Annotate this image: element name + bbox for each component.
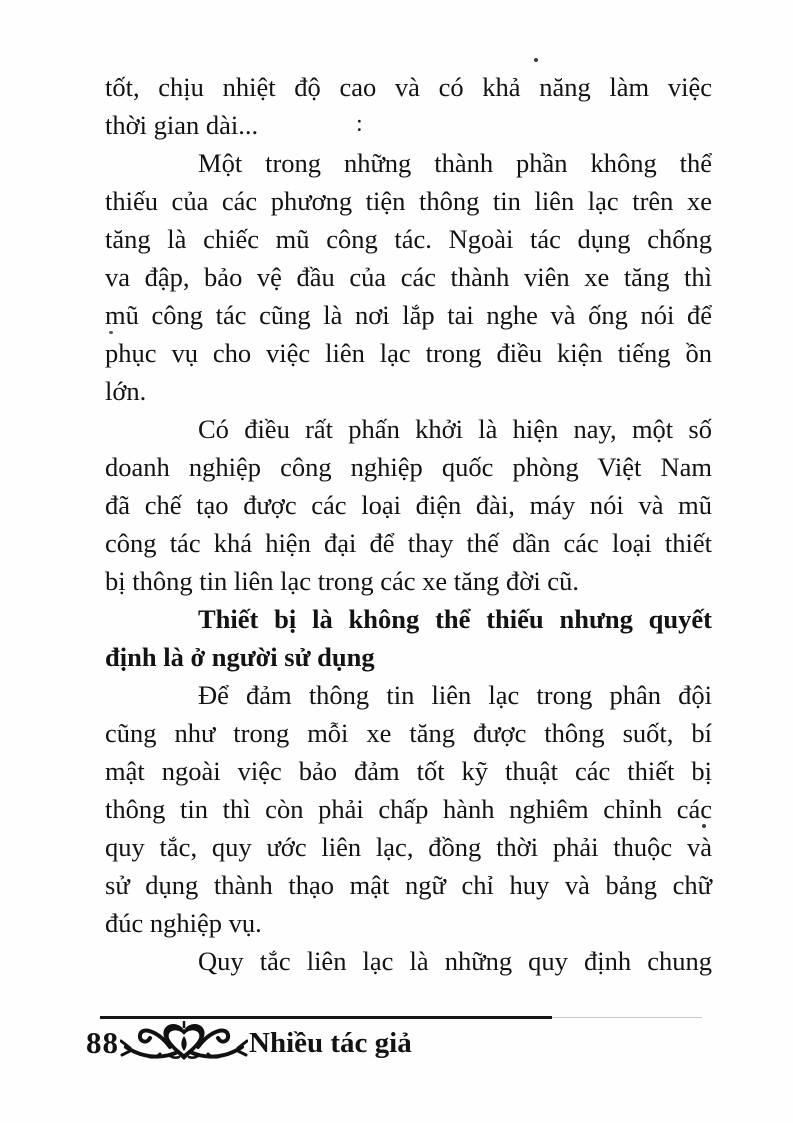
text-block bbox=[105, 68, 712, 980]
text-line: Để đảm thông tin liên lạc trong phân đội bbox=[198, 680, 712, 710]
scan-artifact-dot bbox=[534, 58, 538, 62]
text-line: doanh nghiệp công nghiệp quốc phòng Việt Nam bbox=[105, 452, 712, 482]
text-line: tăng là chiếc mũ công tác. Ngoài tác dụng chống bbox=[105, 224, 712, 254]
floral-ornament-icon bbox=[120, 1021, 248, 1065]
text-line: quy tắc, quy ước liên lạc, đồng thời phải thuộc và bbox=[105, 832, 712, 862]
page-number: 88 bbox=[86, 1025, 119, 1060]
text-line: sử dụng thành thạo mật ngữ chỉ huy và bảng chữ bbox=[105, 870, 712, 900]
text-line: đúc nghiệp vụ. bbox=[105, 908, 262, 938]
text-line: công tác khá hiện đại để thay thế dần các loại thiết bbox=[105, 528, 712, 558]
text-line: thiếu của các phương tiện thông tin liên lạc trên xe bbox=[105, 186, 712, 216]
text-line: thời gian dài... bbox=[105, 110, 259, 140]
text-line: tốt, chịu nhiệt độ cao và có khả năng làm việc bbox=[105, 72, 712, 102]
text-line: va đập, bảo vệ đầu của các thành viên xe tăng thì bbox=[105, 262, 712, 292]
page-footer bbox=[86, 1020, 412, 1066]
text-line: Có điều rất phấn khởi là hiện nay, một số bbox=[198, 414, 712, 444]
text-line: lớn. bbox=[105, 376, 147, 406]
text-line: đã chế tạo được các loại điện đài, máy nói và mũ bbox=[105, 490, 712, 520]
text-line: Một trong những thành phần không thể bbox=[198, 148, 712, 178]
footer-rule bbox=[100, 1016, 552, 1019]
text-line: mũ công tác cũng là nơi lắp tai nghe và ống nói để bbox=[105, 300, 712, 330]
text-line: cũng như trong mỗi xe tăng được thông suốt, bí bbox=[105, 718, 712, 748]
scan-artifact-colon: : bbox=[356, 111, 363, 137]
text-line: Thiết bị là không thể thiếu nhưng quyết bbox=[198, 604, 712, 634]
text-line: định là ở người sử dụng bbox=[105, 642, 375, 672]
footer-author: Nhiều tác giả bbox=[249, 1026, 412, 1059]
text-line: mật ngoài việc bảo đảm tốt kỹ thuật các thiết bị bbox=[105, 756, 712, 786]
text-line: thông tin thì còn phải chấp hành nghiêm chỉnh các bbox=[105, 794, 712, 824]
text-line: Quy tắc liên lạc là những quy định chung bbox=[198, 946, 712, 976]
text-line: phục vụ cho việc liên lạc trong điều kiện tiếng ồn bbox=[105, 338, 712, 368]
footer-rule-faint bbox=[552, 1017, 702, 1018]
scan-artifact-dot bbox=[702, 824, 706, 828]
text-line: bị thông tin liên lạc trong các xe tăng đời cũ. bbox=[105, 566, 579, 596]
scan-artifact-dot bbox=[109, 331, 113, 334]
